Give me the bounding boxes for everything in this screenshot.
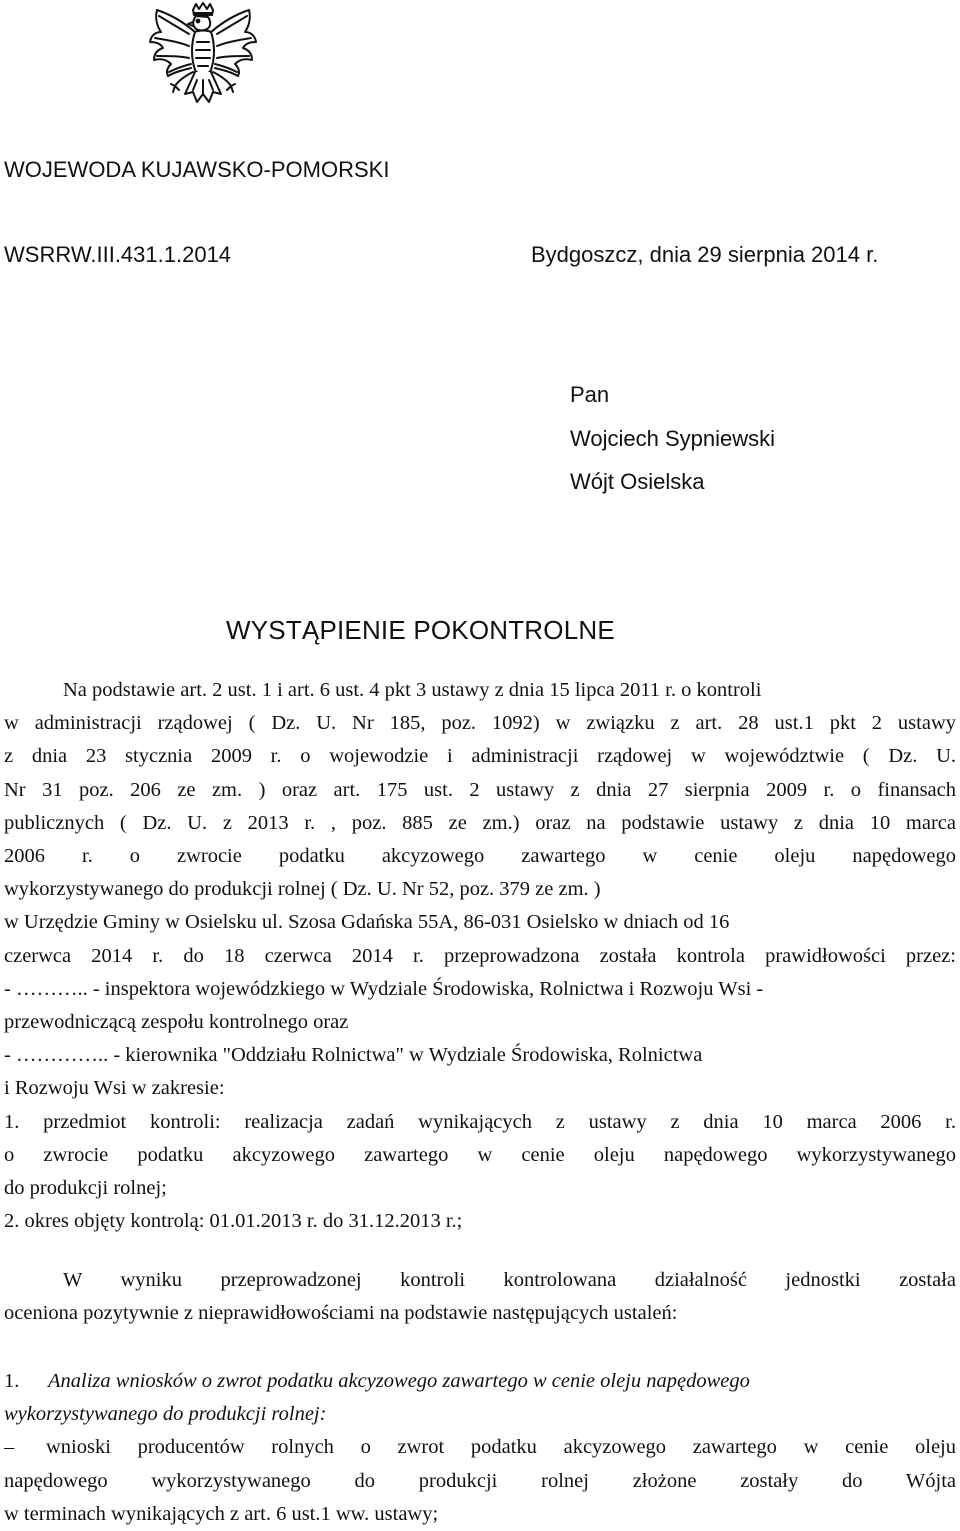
body-line: Nr 31 poz. 206 ze zm. ) oraz art. 175 ust. 2 ustawy z dnia 27 sierpnia 2009 r. o finansach (4, 778, 956, 801)
addressee-position: Wójt Osielska (570, 469, 705, 494)
section-title: Analiza wniosków o zwrot podatku akcyzowego zawartego w cenie oleju napędowego (48, 1370, 750, 1392)
body-line: przewodniczącą zespołu kontrolnego oraz (4, 1011, 349, 1034)
document-body (4, 674, 956, 1238)
finding-text-line: napędowego wykorzystywanego do produkcji rolnej złożone zostały do Wójta (4, 1469, 956, 1492)
result-line: W wyniku przeprowadzonej kontroli kontrolowana działalność jednostki została (63, 1269, 956, 1291)
polish-eagle-emblem-icon (141, 2, 265, 116)
body-line: do produkcji rolnej; (4, 1177, 167, 1200)
result-paragraph (4, 1264, 956, 1330)
body-line: i Rozwoju Wsi w zakresie: (4, 1077, 225, 1100)
body-line: - ………….. - kierownika "Oddziału Rolnictwa" w Wydziale Środowiska, Rolnictwa (4, 1044, 703, 1067)
findings-section (4, 1365, 956, 1531)
result-line: oceniona pozytywnie z nieprawidłowościami na podstawie następujących ustaleń: (4, 1302, 678, 1325)
body-line: 2. okres objęty kontrolą: 01.01.2013 r. do 31.12.2013 r.; (4, 1210, 463, 1233)
item-dash: – (4, 1436, 15, 1459)
section-number: 1. (4, 1370, 20, 1392)
body-line: 1. przedmiot kontroli: realizacja zadań wynikających z ustawy z dnia 10 marca 2006 r. (4, 1110, 956, 1133)
body-line: Na podstawie art. 2 ust. 1 i art. 6 ust. 4 pkt 3 ustawy z dnia 15 lipca 2011 r. o kontroli (63, 679, 762, 701)
body-line: w Urzędzie Gminy w Osielsku ul. Szosa Gdańska 55A, 86-031 Osielsko w dniach od 16 (4, 911, 730, 934)
body-line: wykorzystywanego do produkcji rolnej ( Dz. U. Nr 52, poz. 379 ze zm. ) (4, 878, 601, 901)
section-title-continued: wykorzystywanego do produkcji rolnej: (4, 1403, 327, 1426)
finding-text: wnioski producentów rolnych o zwrot podatku akcyzowego zawartego w cenie oleju (46, 1436, 956, 1459)
body-line: o zwrocie podatku akcyzowego zawartego w cenie oleju napędowego wykorzystywanego (4, 1143, 956, 1166)
addressee-salutation: Pan (570, 382, 610, 407)
body-line: 2006 r. o zwrocie podatku akcyzowego zawartego w cenie oleju napędowego (4, 845, 956, 868)
body-line: publicznych ( Dz. U. z 2013 r. , poz. 885 ze zm.) oraz na podstawie ustawy z dnia 10 marca (4, 811, 956, 834)
body-line: - ……….. - inspektora wojewódzkiego w Wydziale Środowiska, Rolnictwa i Rozwoju Wsi - (4, 977, 764, 1000)
issuing-authority: WOJEWODA KUJAWSKO-POMORSKI (4, 157, 390, 182)
reference-number: WSRRW.III.431.1.2014 (4, 242, 232, 267)
document-title: WYSTĄPIENIE POKONTROLNE (226, 615, 615, 645)
body-line: czerwca 2014 r. do 18 czerwca 2014 r. przeprowadzona została kontrola prawidłowości przez: (4, 944, 956, 967)
finding-item (4, 1431, 956, 1464)
addressee-name: Wojciech Sypniewski (570, 426, 776, 451)
section-heading (4, 1365, 956, 1398)
finding-text-line: w terminach wynikających z art. 6 ust.1 ww. ustawy; (4, 1502, 439, 1525)
body-line: z dnia 23 stycznia 2009 r. o wojewodzie i administracji rządowej w województwie ( Dz. U. (4, 745, 956, 768)
place-and-date: Bydgoszcz, dnia 29 sierpnia 2014 r. (531, 242, 879, 267)
body-line: w administracji rządowej ( Dz. U. Nr 185, poz. 1092) w związku z art. 28 ust.1 pkt 2 ustawy (4, 712, 956, 735)
